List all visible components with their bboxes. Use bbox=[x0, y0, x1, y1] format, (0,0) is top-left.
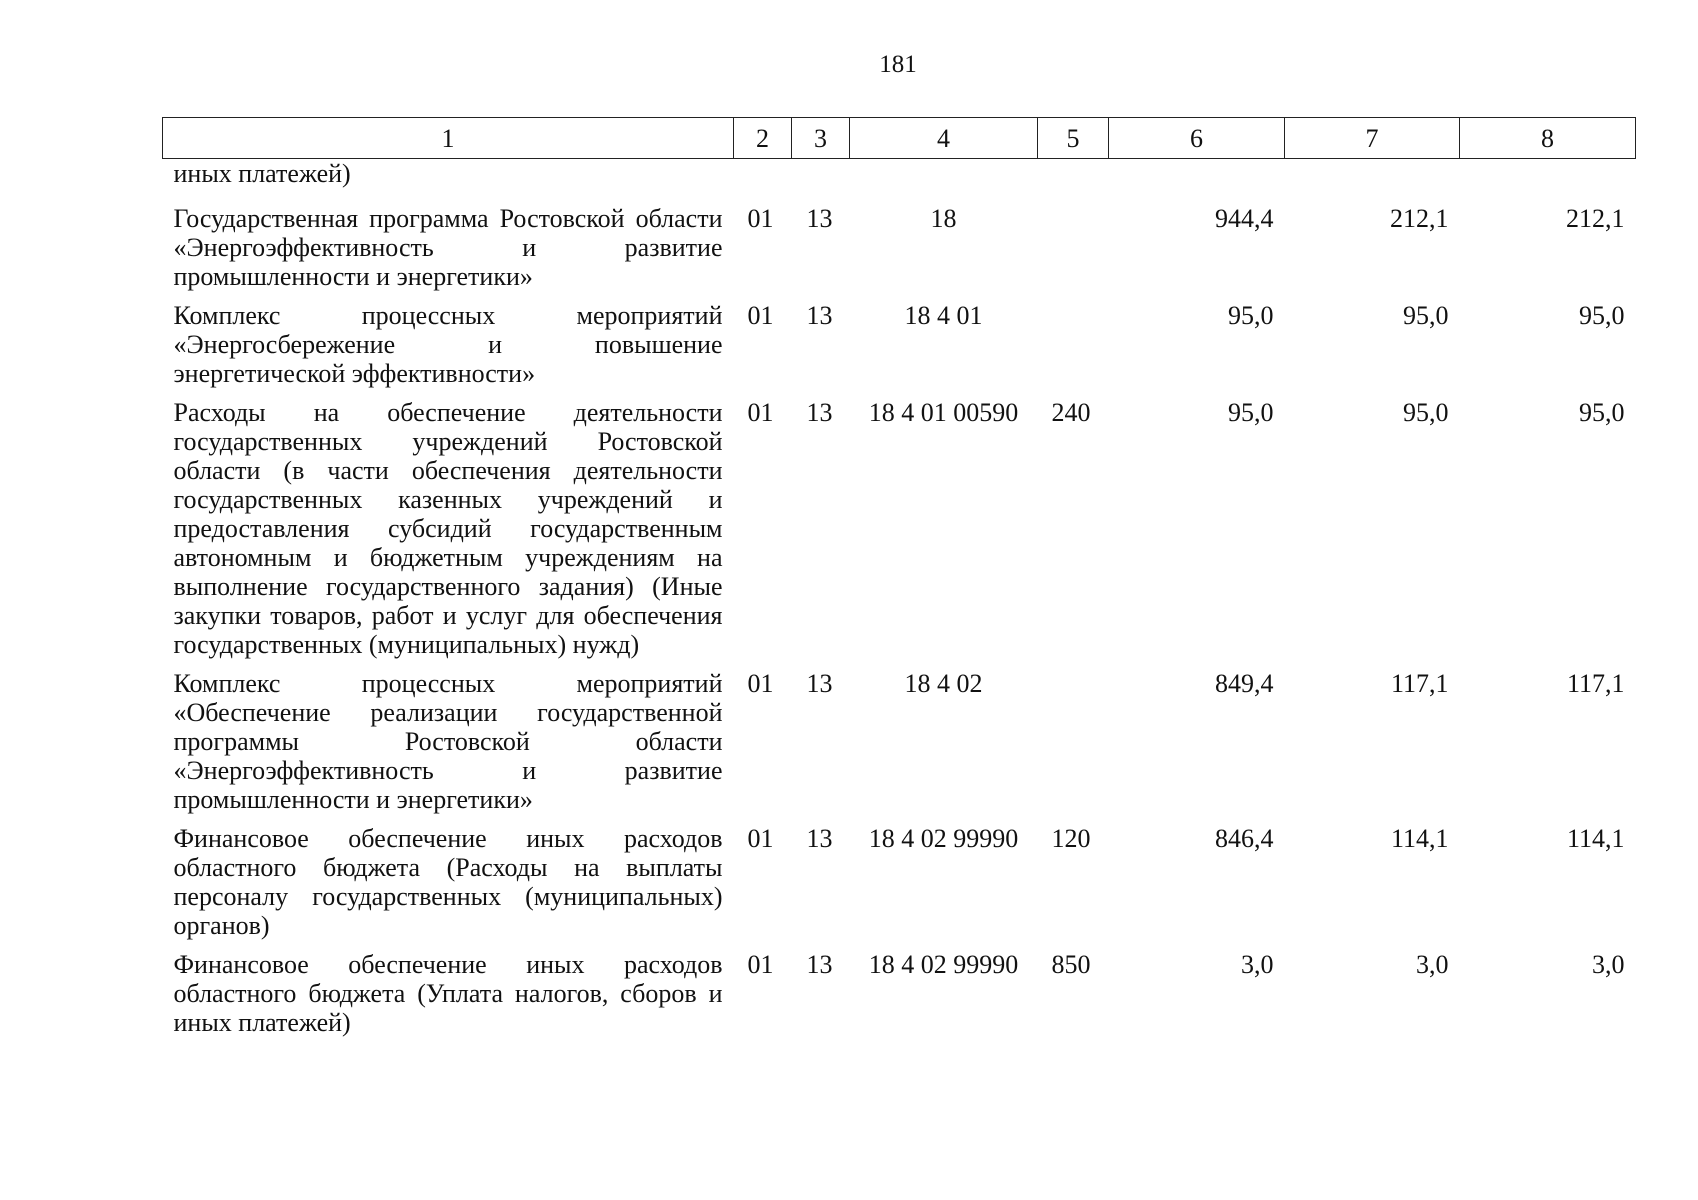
row-vr bbox=[1038, 669, 1109, 824]
row-pr: 13 bbox=[806, 398, 833, 427]
row-rz: 01 bbox=[747, 950, 774, 979]
row-csr: 18 bbox=[930, 204, 957, 233]
row-rz: 01 bbox=[747, 398, 774, 427]
table-row bbox=[163, 398, 1636, 669]
table-row bbox=[163, 824, 1636, 950]
table-row bbox=[163, 669, 1636, 824]
row-value-2: 117,1 bbox=[1390, 669, 1449, 698]
row-pr: 13 bbox=[806, 204, 833, 233]
row-name: Финансовое обеспечение иных расходов областного бюджета (Расходы на выплаты персоналу государственных (муниципальных) органов) bbox=[173, 824, 723, 940]
continuation-text: иных платежей) bbox=[173, 159, 351, 188]
row-value-1: 846,4 bbox=[1215, 824, 1274, 853]
row-vr: 850 bbox=[1051, 950, 1091, 979]
row-value-2: 95,0 bbox=[1403, 301, 1449, 330]
row-pr: 13 bbox=[806, 301, 833, 330]
row-rz: 01 bbox=[747, 301, 774, 330]
budget-table bbox=[162, 117, 1636, 1047]
table-row bbox=[163, 204, 1636, 301]
row-vr: 120 bbox=[1051, 824, 1091, 853]
row-value-1: 944,4 bbox=[1215, 204, 1274, 233]
header-col-2: 2 bbox=[734, 118, 792, 159]
row-value-3: 114,1 bbox=[1566, 824, 1625, 853]
continuation-row bbox=[163, 159, 1636, 205]
row-name: Финансовое обеспечение иных расходов областного бюджета (Уплата налогов, сборов и иных платежей) bbox=[173, 950, 723, 1037]
row-value-1: 95,0 bbox=[1228, 301, 1274, 330]
row-value-3: 212,1 bbox=[1566, 204, 1625, 233]
table-header bbox=[163, 118, 1636, 159]
row-value-2: 114,1 bbox=[1390, 824, 1449, 853]
row-value-2: 212,1 bbox=[1390, 204, 1449, 233]
row-rz: 01 bbox=[747, 204, 774, 233]
row-csr: 18 4 01 00590 bbox=[868, 398, 1019, 427]
header-col-5: 5 bbox=[1038, 118, 1109, 159]
header-row bbox=[163, 118, 1636, 159]
row-vr: 240 bbox=[1051, 398, 1091, 427]
row-value-3: 95,0 bbox=[1579, 301, 1625, 330]
row-value-3: 117,1 bbox=[1566, 669, 1625, 698]
row-value-2: 3,0 bbox=[1416, 950, 1449, 979]
row-value-3: 95,0 bbox=[1579, 398, 1625, 427]
row-pr: 13 bbox=[806, 824, 833, 853]
page-number: 181 bbox=[879, 51, 917, 78]
row-rz: 01 bbox=[747, 824, 774, 853]
header-col-7: 7 bbox=[1285, 118, 1460, 159]
row-pr: 13 bbox=[806, 669, 833, 698]
header-col-4: 4 bbox=[850, 118, 1038, 159]
row-csr: 18 4 01 bbox=[904, 301, 983, 330]
row-value-3: 3,0 bbox=[1592, 950, 1625, 979]
header-col-8: 8 bbox=[1460, 118, 1636, 159]
row-csr: 18 4 02 99990 bbox=[868, 824, 1019, 853]
row-value-1: 95,0 bbox=[1228, 398, 1274, 427]
row-name: Комплекс процессных мероприятий «Энергосбережение и повышение энергетической эффективности» bbox=[173, 301, 723, 388]
header-col-1: 1 bbox=[163, 118, 734, 159]
header-col-3: 3 bbox=[792, 118, 850, 159]
row-value-1: 3,0 bbox=[1241, 950, 1274, 979]
row-name: Комплекс процессных мероприятий «Обеспечение реализации государственной программы Ростовской области «Энергоэффективность и развитие промышленности и энергетики» bbox=[173, 669, 723, 814]
row-value-1: 849,4 bbox=[1215, 669, 1274, 698]
row-name: Расходы на обеспечение деятельности государственных учреждений Ростовской области (в части обеспечения деятельности государственных казенных учреждений и предоставления субсидий государственным автономным и бюджетным учреждениям на выполнение государственного задания) (Иные закупки товаров, работ и услуг для обеспечения государственных (муниципальных) нужд) bbox=[173, 398, 723, 659]
row-name: Государственная программа Ростовской области «Энергоэффективность и развитие промышленности и энергетики» bbox=[173, 204, 723, 291]
table-row bbox=[163, 950, 1636, 1047]
row-rz: 01 bbox=[747, 669, 774, 698]
row-vr bbox=[1038, 301, 1109, 398]
row-vr bbox=[1038, 204, 1109, 301]
row-value-2: 95,0 bbox=[1403, 398, 1449, 427]
table-body bbox=[163, 159, 1636, 1048]
header-col-6: 6 bbox=[1109, 118, 1285, 159]
row-csr: 18 4 02 bbox=[904, 669, 983, 698]
table-row bbox=[163, 301, 1636, 398]
row-csr: 18 4 02 99990 bbox=[868, 950, 1019, 979]
row-pr: 13 bbox=[806, 950, 833, 979]
